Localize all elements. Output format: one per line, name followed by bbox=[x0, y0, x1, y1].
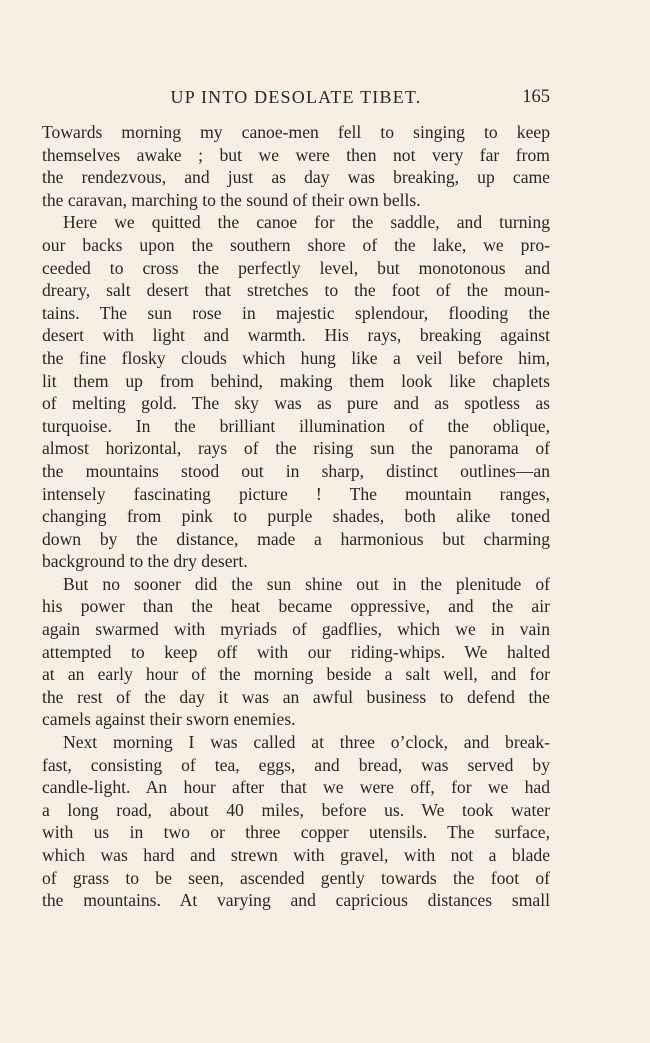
text-line: the caravan, marching to the sound of their own bells. bbox=[42, 189, 421, 210]
text-line: with us in two or three copper utensils. The surface, bbox=[42, 822, 550, 843]
page-number: 165 bbox=[522, 87, 550, 107]
text-line: of melting gold. The sky was as pure and as spotless as bbox=[42, 393, 550, 414]
text-line: down by the distance, made a harmonious but charming bbox=[42, 528, 550, 549]
text-line: fast, consisting of tea, eggs, and bread, was served by bbox=[42, 754, 550, 775]
text-line: the rendezvous, and just as day was breaking, up came bbox=[42, 167, 550, 188]
text-line: the fine flosky clouds which hung like a veil before him, bbox=[42, 347, 550, 368]
text-line: intensely fascinating picture ! The mountain ranges, bbox=[42, 483, 550, 504]
text-line: desert with light and warmth. His rays, breaking against bbox=[42, 325, 550, 346]
text-line: background to the dry desert. bbox=[42, 551, 248, 572]
text-line: Next morning I was called at three o’clock, and break- bbox=[63, 732, 550, 753]
text-line: lit them up from behind, making them look like chaplets bbox=[42, 370, 550, 391]
text-line: themselves awake ; but we were then not very far from bbox=[42, 144, 550, 165]
text-line: the rest of the day it was an awful business to defend the bbox=[42, 686, 550, 707]
text-line: his power than the heat became oppressive, and the air bbox=[42, 596, 550, 617]
text-line: But no sooner did the sun shine out in the plenitude of bbox=[63, 573, 550, 594]
text-line: almost horizontal, rays of the rising sun the panorama of bbox=[42, 438, 550, 459]
text-line: changing from pink to purple shades, both alike toned bbox=[42, 506, 550, 527]
page-header bbox=[42, 84, 550, 110]
text-line: at an early hour of the morning beside a salt well, and for bbox=[42, 664, 550, 685]
text-line: Towards morning my canoe-men fell to singing to keep bbox=[42, 122, 550, 142]
text-line: which was hard and strewn with gravel, with not a blade bbox=[42, 845, 550, 865]
text-line: again swarmed with myriads of gadflies, which we in vain bbox=[42, 619, 550, 640]
text-line: ceeded to cross the perfectly level, but monotonous and bbox=[42, 257, 550, 278]
running-title: UP INTO DESOLATE TIBET. bbox=[170, 87, 422, 107]
text-line: of grass to be seen, ascended gently towards the foot of bbox=[42, 867, 550, 888]
text-line: tains. The sun rose in majestic splendour, flooding the bbox=[42, 302, 550, 323]
text-line: camels against their sworn enemies. bbox=[42, 709, 296, 730]
text-line: Here we quitted the canoe for the saddle, and turning bbox=[63, 212, 550, 233]
text-line: the mountains stood out in sharp, distinct outlines—an bbox=[42, 460, 550, 481]
text-line: attempted to keep off with our riding-whips. We halted bbox=[42, 641, 550, 662]
text-line: a long road, about 40 miles, before us. We took water bbox=[42, 799, 550, 820]
text-line: turquoise. In the brilliant illumination of the oblique, bbox=[42, 415, 550, 436]
body-text bbox=[42, 121, 550, 912]
text-line: dreary, salt desert that stretches to the foot of the moun- bbox=[42, 280, 550, 301]
text-line: our backs upon the southern shore of the lake, we pro- bbox=[42, 234, 550, 255]
text-line: candle-light. An hour after that we were off, for we had bbox=[42, 777, 550, 798]
text-line: the mountains. At varying and capricious distances small bbox=[42, 890, 550, 911]
